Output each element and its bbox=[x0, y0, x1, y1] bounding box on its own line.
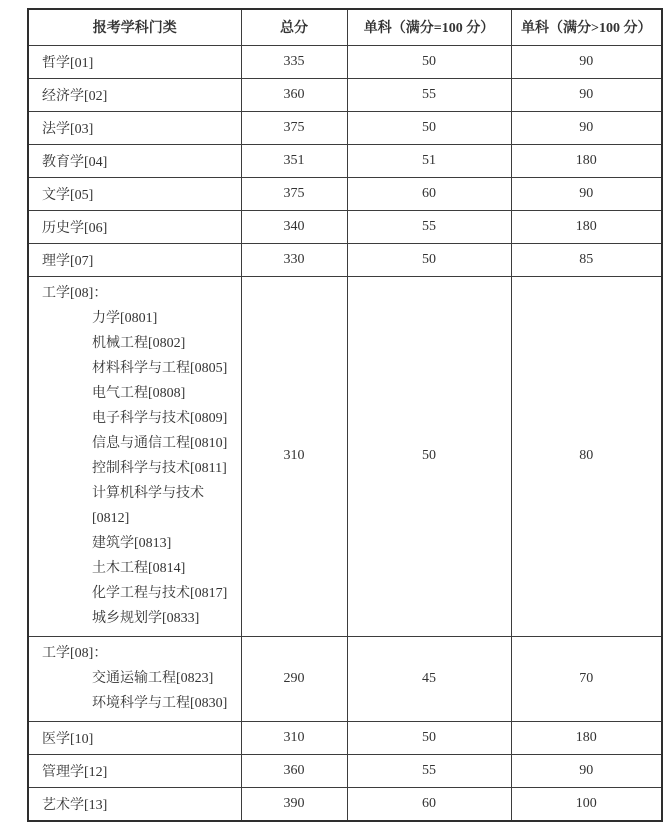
category-cell: 经济学[02] bbox=[28, 78, 241, 111]
category-subitem: 信息与通信工程[0810] bbox=[92, 435, 228, 451]
category-cell: 医学[10] bbox=[28, 721, 241, 754]
single100-cell: 50 bbox=[347, 276, 511, 636]
category-cell bbox=[28, 276, 241, 636]
single100-cell: 50 bbox=[347, 111, 511, 144]
single100-cell: 50 bbox=[347, 721, 511, 754]
table-row bbox=[28, 45, 662, 78]
category-cell: 文学[05] bbox=[28, 177, 241, 210]
single100-cell: 50 bbox=[347, 45, 511, 78]
table-row-engineering-secondary bbox=[28, 636, 662, 721]
category-subitem: 材料科学与工程[0805] bbox=[92, 360, 228, 376]
category-cell: 教育学[04] bbox=[28, 144, 241, 177]
table-row bbox=[28, 210, 662, 243]
category-subitem: 土木工程[0814] bbox=[92, 560, 186, 576]
category-cell: 历史学[06] bbox=[28, 210, 241, 243]
total-cell: 340 bbox=[241, 210, 347, 243]
category-subitem: 电子科学与技术[0809] bbox=[92, 410, 228, 426]
header-total: 总分 bbox=[241, 9, 347, 45]
total-cell: 375 bbox=[241, 177, 347, 210]
category-label: 工学[08]： bbox=[42, 285, 108, 301]
single100-cell: 55 bbox=[347, 78, 511, 111]
header-category: 报考学科门类 bbox=[28, 9, 241, 45]
header-single-gt-100: 单科（满分>100 分） bbox=[511, 9, 662, 45]
category-subitem: 化学工程与技术[0817] bbox=[92, 585, 228, 601]
singleover100-cell: 90 bbox=[511, 754, 662, 787]
category-cell bbox=[28, 636, 241, 721]
total-cell: 310 bbox=[241, 276, 347, 636]
total-cell: 335 bbox=[241, 45, 347, 78]
singleover100-cell: 85 bbox=[511, 243, 662, 276]
table-row bbox=[28, 243, 662, 276]
table-row bbox=[28, 754, 662, 787]
table-row bbox=[28, 144, 662, 177]
category-subitem: 力学[0801] bbox=[92, 310, 158, 326]
singleover100-cell: 90 bbox=[511, 45, 662, 78]
singleover100-cell: 180 bbox=[511, 144, 662, 177]
single100-cell: 55 bbox=[347, 754, 511, 787]
total-cell: 290 bbox=[241, 636, 347, 721]
singleover100-cell: 180 bbox=[511, 210, 662, 243]
category-subitem: 城乡规划学[0833] bbox=[92, 610, 200, 626]
singleover100-cell: 90 bbox=[511, 111, 662, 144]
category-subitem: 计算机科学与技术[0812] bbox=[92, 485, 204, 526]
total-cell: 351 bbox=[241, 144, 347, 177]
singleover100-cell: 70 bbox=[511, 636, 662, 721]
total-cell: 375 bbox=[241, 111, 347, 144]
category-subitem: 控制科学与技术[0811] bbox=[92, 460, 227, 476]
singleover100-cell: 90 bbox=[511, 78, 662, 111]
single100-cell: 60 bbox=[347, 787, 511, 821]
table-row bbox=[28, 78, 662, 111]
single100-cell: 51 bbox=[347, 144, 511, 177]
category-cell: 理学[07] bbox=[28, 243, 241, 276]
category-cell: 艺术学[13] bbox=[28, 787, 241, 821]
total-cell: 360 bbox=[241, 78, 347, 111]
category-cell: 法学[03] bbox=[28, 111, 241, 144]
category-subitem: 建筑学[0813] bbox=[92, 535, 172, 551]
single100-cell: 55 bbox=[347, 210, 511, 243]
singleover100-cell: 90 bbox=[511, 177, 662, 210]
singleover100-cell: 80 bbox=[511, 276, 662, 636]
table-row bbox=[28, 177, 662, 210]
score-table bbox=[27, 8, 663, 822]
table-row bbox=[28, 787, 662, 821]
category-subitem: 交通运输工程[0823] bbox=[92, 670, 214, 686]
total-cell: 330 bbox=[241, 243, 347, 276]
table-row-engineering-main bbox=[28, 276, 662, 636]
total-cell: 390 bbox=[241, 787, 347, 821]
category-label: 工学[08]： bbox=[42, 645, 108, 661]
singleover100-cell: 100 bbox=[511, 787, 662, 821]
header-single-eq-100: 单科（满分=100 分） bbox=[347, 9, 511, 45]
category-subitem: 环境科学与工程[0830] bbox=[92, 695, 228, 711]
category-cell: 哲学[01] bbox=[28, 45, 241, 78]
header-row bbox=[28, 9, 662, 45]
category-subitem: 机械工程[0802] bbox=[92, 335, 186, 351]
category-subitem: 电气工程[0808] bbox=[92, 385, 186, 401]
total-cell: 310 bbox=[241, 721, 347, 754]
single100-cell: 50 bbox=[347, 243, 511, 276]
total-cell: 360 bbox=[241, 754, 347, 787]
category-cell: 管理学[12] bbox=[28, 754, 241, 787]
single100-cell: 45 bbox=[347, 636, 511, 721]
table-row bbox=[28, 111, 662, 144]
table-row bbox=[28, 721, 662, 754]
single100-cell: 60 bbox=[347, 177, 511, 210]
singleover100-cell: 180 bbox=[511, 721, 662, 754]
